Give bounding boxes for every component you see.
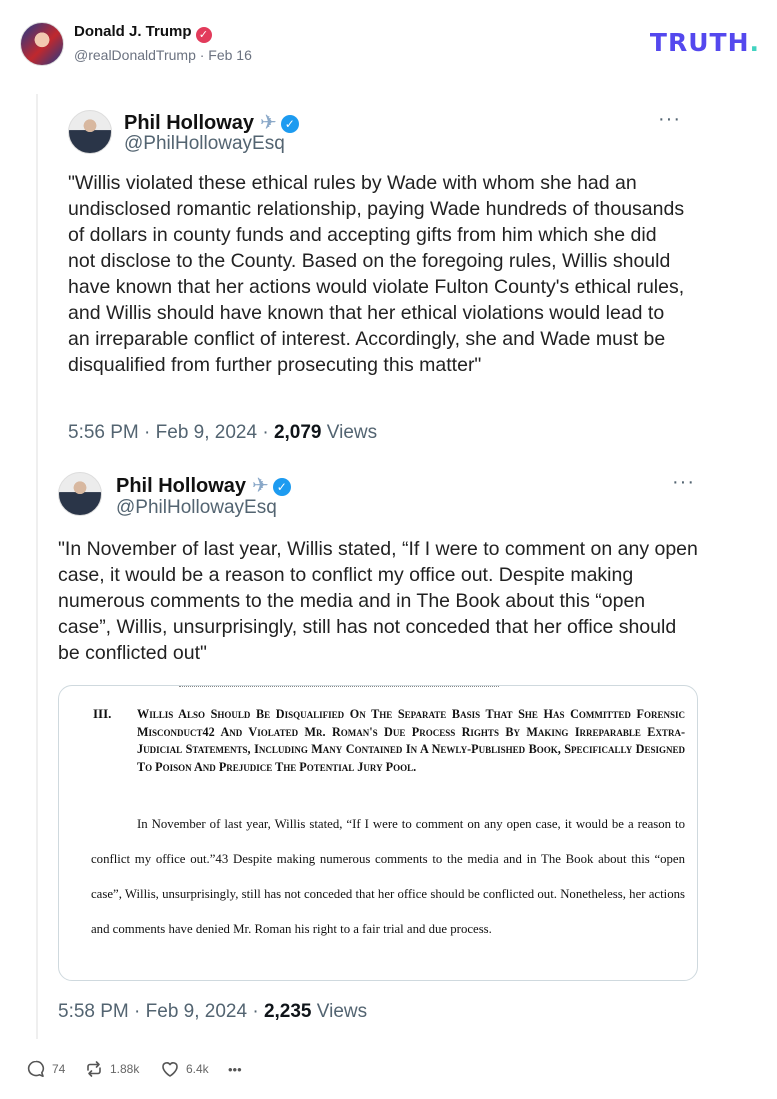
tweet-name-row xyxy=(124,110,299,135)
document-excerpt-image xyxy=(58,685,698,981)
tweet-time: 5:56 PM · Feb 9, 2024 · xyxy=(68,422,274,443)
tweet-text: "Willis violated these ethical rules by Wade with whom she had an undisclosed romantic relationship, paying Wade hundreds of thousands of dollars in county funds and accepting gifts from him which she did not disclose to the County. Based on the foregoing rules, Willis should have known that her actions would violate Fulton County's ethical rules, and Willis should have known that her ethical violations would lead to an irreparable conflict of interest. Accordingly, she and Wade must be disqualified from further prosecuting this matter" xyxy=(68,172,685,376)
reply-button[interactable] xyxy=(26,1058,65,1080)
tweet-views-count: 2,235 xyxy=(263,1001,312,1022)
tweet-name-row xyxy=(116,473,291,498)
tweet-author-handle: @PhilHollowayEsq xyxy=(116,497,277,518)
verified-badge-icon: ✓ xyxy=(196,27,212,43)
tweet-text: "In November of last year, Willis stated, “If I were to comment on any open case, it would be a reason to conflict my office out. Despite making numerous comments to the media and in The Book about this “open case”, Willis, unsurprisingly, still has not conceded that her office should be conflicted out" xyxy=(58,538,698,664)
tweet-more-icon: ··· xyxy=(672,471,695,493)
post-header xyxy=(20,20,760,66)
tweet-views-count: 2,079 xyxy=(273,422,322,443)
retruth-icon xyxy=(84,1059,104,1079)
plane-icon: ✈ xyxy=(260,112,277,134)
tweet-author-name: Phil Holloway xyxy=(124,112,255,134)
check-badge-icon: ✓ xyxy=(281,115,299,133)
retruth-button[interactable] xyxy=(84,1058,139,1080)
brand-text: TRUTH xyxy=(649,28,750,57)
author-avatar[interactable] xyxy=(20,22,64,66)
tweet-time: 5:58 PM · Feb 9, 2024 · xyxy=(58,1001,264,1022)
like-button[interactable] xyxy=(160,1058,209,1080)
tweet-views-label: Views xyxy=(321,422,378,443)
reply-icon xyxy=(26,1059,46,1079)
tweet-meta xyxy=(68,422,377,444)
tweet-views-label: Views xyxy=(311,1001,368,1022)
embedded-screenshot[interactable] xyxy=(36,94,704,1039)
tweet-avatar xyxy=(68,110,112,154)
check-badge-icon: ✓ xyxy=(273,478,291,496)
retruth-count: 1.88k xyxy=(110,1062,140,1076)
heart-icon xyxy=(160,1059,180,1079)
tweet-author-handle: @PhilHollowayEsq xyxy=(124,133,285,154)
author-handle[interactable]: @realDonaldTrump · Feb 16 xyxy=(74,47,252,63)
tweet-author-name: Phil Holloway xyxy=(116,475,247,497)
author-name[interactable]: Donald J. Trump xyxy=(74,23,192,40)
more-icon: ••• xyxy=(228,1061,242,1077)
truth-logo[interactable] xyxy=(650,28,760,57)
document-section-number: III. xyxy=(93,706,112,721)
post-actions xyxy=(26,1058,326,1080)
document-body: In November of last year, Willis stated, “If I were to comment on any open case, it would be a reason to conflict my office out.”43 Despite making numerous comments to the media and in The Book about this “open case”, Willis, unsurprisingly, still has not conceded that her office should be conflicted out. Nonetheless, her actions and comments have denied Mr. Roman his right to a fair trial and due process. xyxy=(91,817,685,936)
document-heading: Willis Also Should Be Disqualified On The Separate Basis That She Has Committed Forensic Misconduct42 And Violated Mr. Roman's Due Process Rights By Making Irreparable Extra-Judicial Statements, Including Many Contained In A Newly-Published Book, Specifically Designed To Poison And Prejudice The Potential Jury Pool. xyxy=(137,707,685,774)
tweet-more-icon: ··· xyxy=(658,108,681,130)
like-count: 6.4k xyxy=(186,1062,209,1076)
brand-dot: . xyxy=(749,28,760,57)
tweet-meta xyxy=(58,1001,367,1023)
reply-count: 74 xyxy=(52,1062,66,1076)
plane-icon: ✈ xyxy=(252,475,269,497)
more-button[interactable] xyxy=(228,1058,242,1080)
author-name-row[interactable] xyxy=(74,23,212,43)
cropped-line xyxy=(179,686,499,689)
tweet-avatar xyxy=(58,472,102,516)
